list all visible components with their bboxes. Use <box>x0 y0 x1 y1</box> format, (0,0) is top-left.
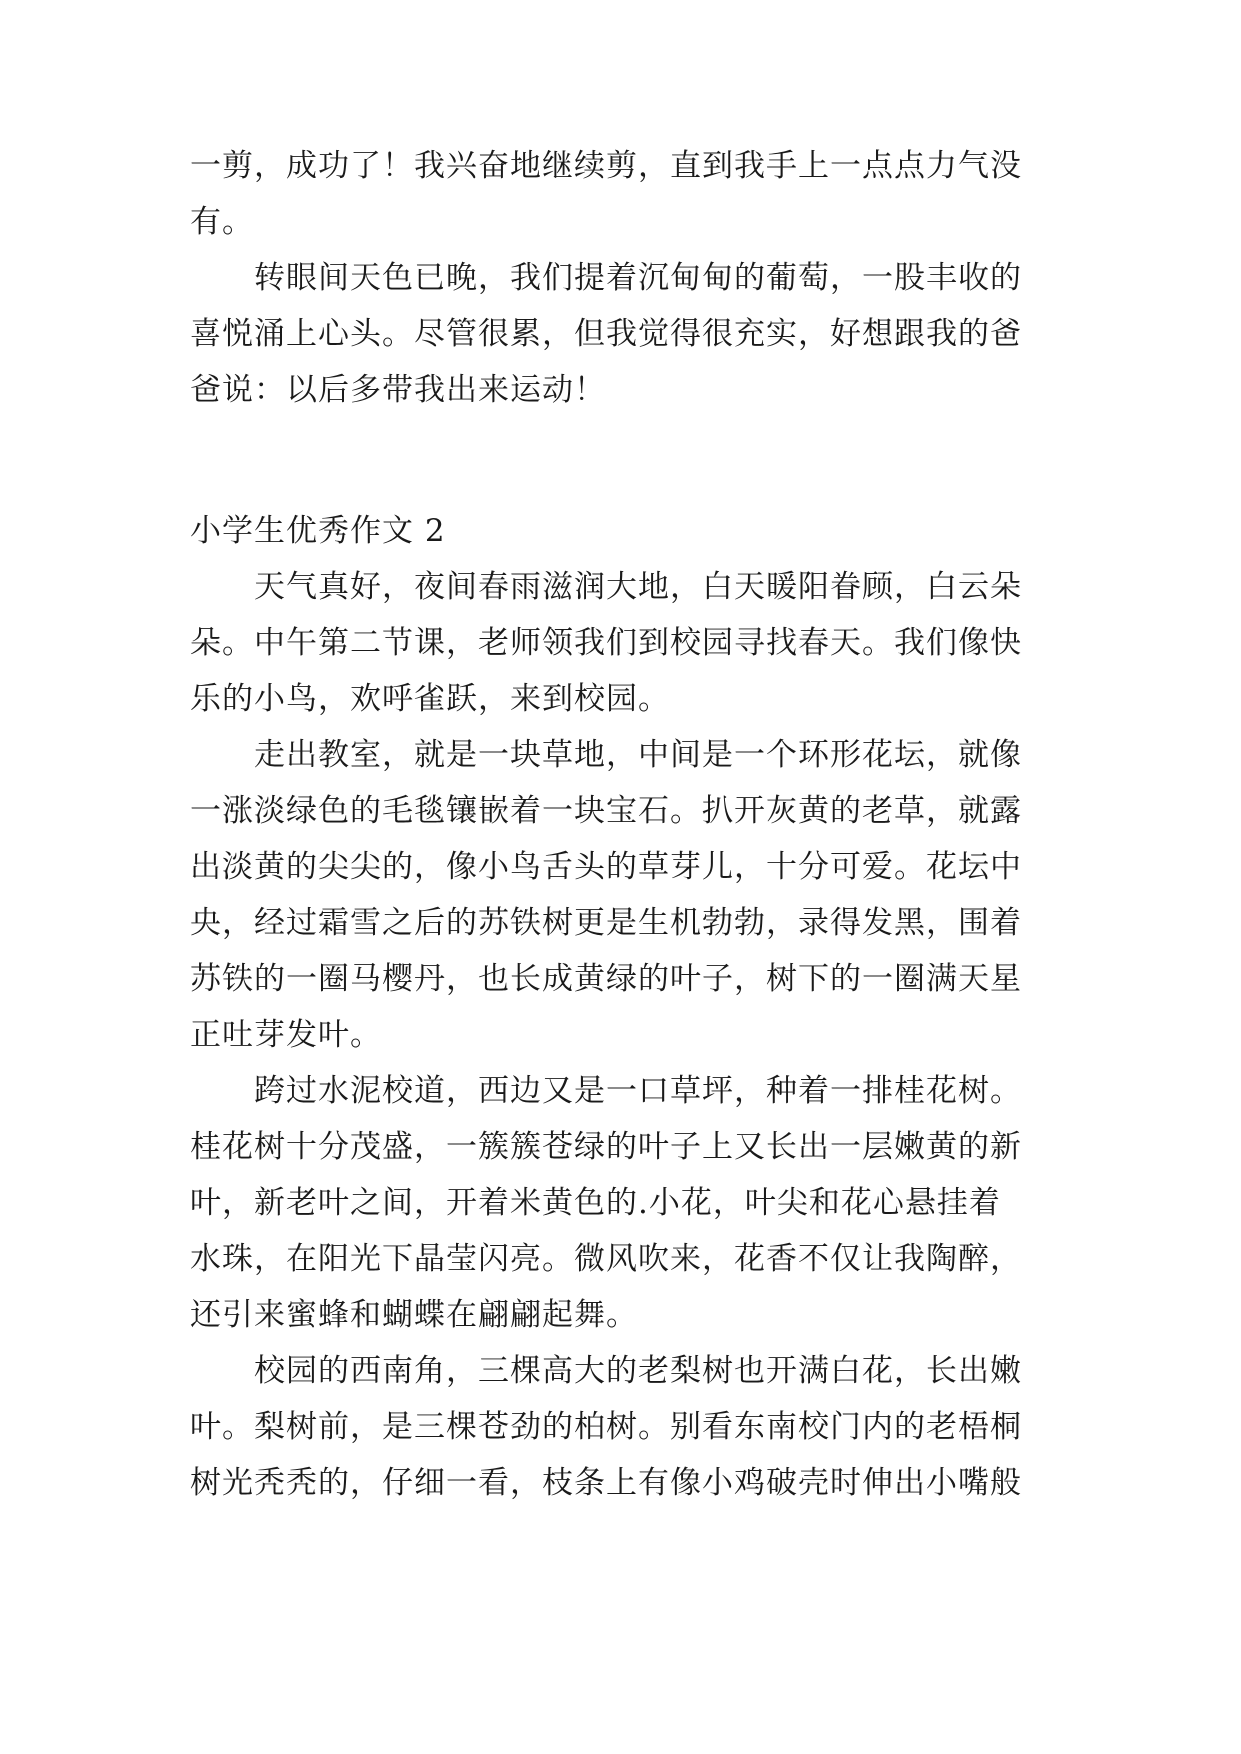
essay-title: 小学生优秀作文 2 <box>190 513 446 549</box>
text-line: 乐的小鸟，欢呼雀跃，来到校园。 <box>190 681 670 717</box>
text-line: 有。 <box>190 204 254 240</box>
text-line: 叶。梨树前，是三棵苍劲的柏树。别看东南校门内的老梧桐 <box>190 1409 1022 1445</box>
text-line: 出淡黄的尖尖的，像小鸟舌头的草芽儿，十分可爱。花坛中 <box>190 849 1022 885</box>
text-line: 水珠，在阳光下晶莹闪亮。微风吹来，花香不仅让我陶醉， <box>190 1241 1022 1277</box>
paragraph-first-line: 校园的西南角，三棵高大的老梨树也开满白花，长出嫩 <box>254 1353 1022 1389</box>
text-line: 喜悦涌上心头。尽管很累，但我觉得很充实，好想跟我的爸 <box>190 316 1022 352</box>
paragraph-first-line: 天气真好，夜间春雨滋润大地，白天暖阳眷顾，白云朵 <box>254 569 1022 605</box>
text-line: 一剪，成功了！我兴奋地继续剪，直到我手上一点点力气没 <box>190 148 1022 184</box>
text-line: 苏铁的一圈马樱丹，也长成黄绿的叶子，树下的一圈满天星 <box>190 961 1022 997</box>
text-line: 桂花树十分茂盛，一簇簇苍绿的叶子上又长出一层嫩黄的新 <box>190 1129 1022 1165</box>
text-line: 爸说：以后多带我出来运动！ <box>190 372 606 408</box>
text-line: 央，经过霜雪之后的苏铁树更是生机勃勃，录得发黑，围着 <box>190 905 1022 941</box>
text-line: 一涨淡绿色的毛毯镶嵌着一块宝石。扒开灰黄的老草，就露 <box>190 793 1022 829</box>
text-line: 叶，新老叶之间，开着米黄色的.小花，叶尖和花心悬挂着 <box>190 1185 1001 1221</box>
text-line: 树光秃秃的，仔细一看，枝条上有像小鸡破壳时伸出小嘴般 <box>190 1465 1022 1501</box>
text-line: 还引来蜜蜂和蝴蝶在翩翩起舞。 <box>190 1297 638 1333</box>
text-line: 朵。中午第二节课，老师领我们到校园寻找春天。我们像快 <box>190 625 1022 661</box>
paragraph-first-line: 转眼间天色已晚，我们提着沉甸甸的葡萄，一股丰收的 <box>254 260 1022 296</box>
paragraph-first-line: 走出教室，就是一块草地，中间是一个环形花坛，就像 <box>254 737 1022 773</box>
text-line: 正吐芽发叶。 <box>190 1017 382 1053</box>
paragraph-first-line: 跨过水泥校道，西边又是一口草坪，种着一排桂花树。 <box>254 1073 1022 1109</box>
